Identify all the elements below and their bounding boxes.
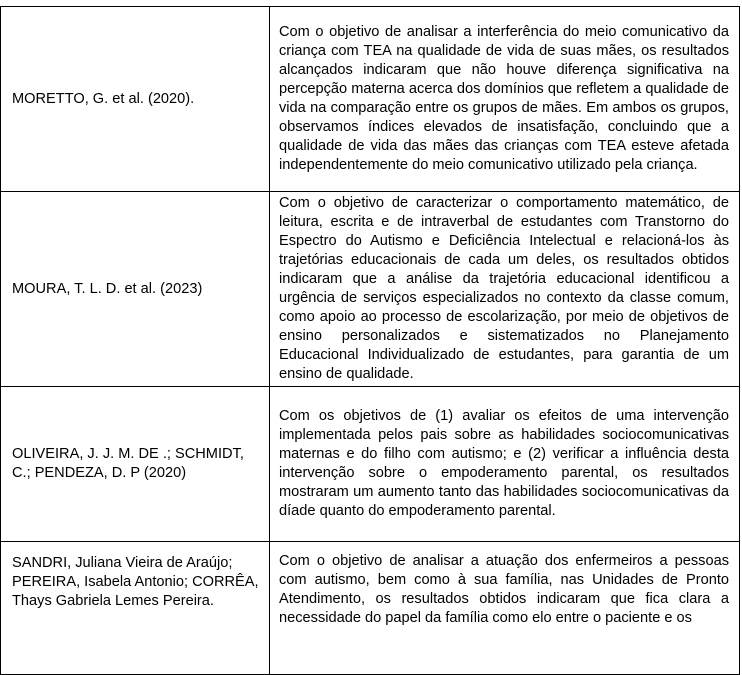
summary-cell <box>270 387 740 542</box>
table-row <box>1 542 740 675</box>
summary-cell <box>270 192 740 387</box>
table-row <box>1 7 740 192</box>
table-row <box>1 387 740 542</box>
author-cell <box>1 192 270 387</box>
author-citation: MORETTO, G. et al. (2020). <box>12 90 195 107</box>
author-citation: SANDRI, Juliana Vieira de Araújo; PEREIRA, Isabela Antonio; CORRÊA, Thays Gabriela Lemes Pereira. <box>12 555 259 609</box>
author-citation: OLIVEIRA, J. J. M. DE .; SCHMIDT, C.; PENDEZA, D. P (2020) <box>12 446 244 481</box>
references-table <box>0 6 740 675</box>
study-summary: Com o objetivo de caracterizar o comportamento matemático, de leitura, escrita e de intraverbal de estudantes com Transtorno do Espectro do Autismo e Deficiência Intelectual e relacioná-los às trajetórias educacionais de cada um deles, os resultados obtidos indicaram que a análise da trajetória educacional identificou a urgência de serviços especializados no contexto da classe comum, como apoio ao processo de escolarização, por meio de objetivos de ensino personalizados e sistematizados no Planejamento Educacional Individualizado de estudantes, para garantia de um ensino de qualidade. <box>279 195 729 382</box>
study-summary: Com o objetivo de analisar a interferência do meio comunicativo da criança com TEA na qualidade de vida de suas mães, os resultados alcançados indicaram que não houve diferença significativa na percepção materna acerca dos domínios que refletem a qualidade de vida na comparação entre os grupos de mães. Em ambos os grupos, observamos índices elevados de insatisfação, concluindo que a qualidade de vida das mães das crianças com TEA esteve afetada independentemente do meio comunicativo utilizado pela criança. <box>279 24 729 173</box>
table-row <box>1 192 740 387</box>
study-summary: Com os objetivos de (1) avaliar os efeitos de uma intervenção implementada pelos pais sobre as habilidades sociocomunicativas maternas e do filho com autismo; e (2) verificar a influência desta intervenção sobre o empoderamento parental, os resultados mostraram um aumento tanto das habilidades sociocomunicativas da díade quanto do empoderamento parental. <box>279 408 729 519</box>
author-cell <box>1 7 270 192</box>
study-summary: Com o objetivo de analisar a atuação dos enfermeiros a pessoas com autismo, bem como à sua família, nas Unidades de Pronto Atendimento, os resultados obtidos indicaram que fica clara a necessidade do papel da família como elo entre o paciente e os <box>279 553 729 626</box>
author-citation: MOURA, T. L. D. et al. (2023) <box>12 280 203 297</box>
author-cell <box>1 542 270 675</box>
summary-cell <box>270 7 740 192</box>
summary-cell <box>270 542 740 675</box>
author-cell <box>1 387 270 542</box>
